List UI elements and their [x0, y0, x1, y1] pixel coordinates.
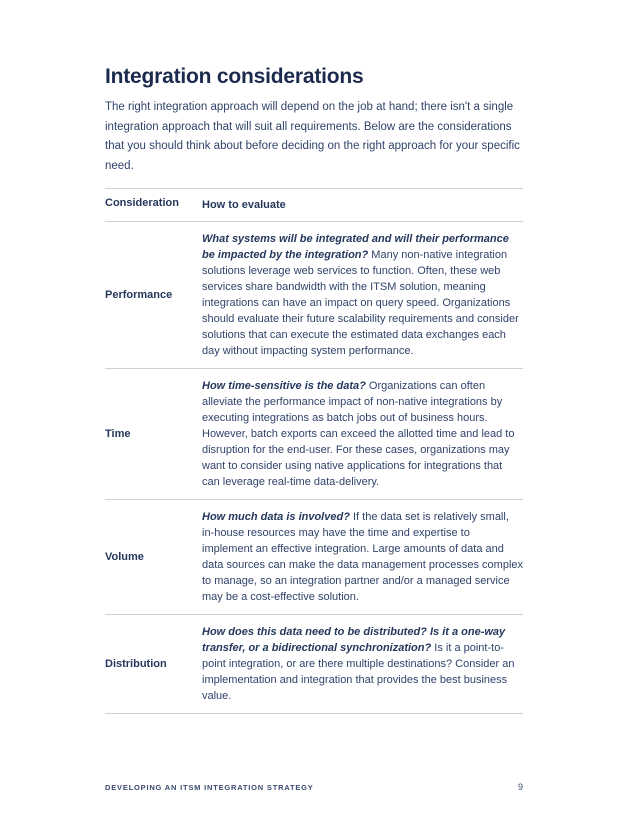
evaluation-cell [202, 624, 523, 704]
consideration-label: Time [105, 428, 131, 440]
evaluation-cell [202, 231, 523, 359]
table-row-time [105, 369, 523, 500]
footer-page-number: 9 [517, 782, 523, 792]
evaluation-body-text: Many non-native integration solutions leverage web services to function. Often, these web services share bandwidth with the ITSM solution, meaning integrations can have an impact on query speed. Organizations should evaluate their future scalability requirements and consider solutions that can execute the estimated data exchanges each day without impacting system performance. [202, 249, 519, 357]
evaluation-lead-question: How time-sensitive is the data? [202, 380, 366, 392]
evaluation-cell [202, 378, 523, 490]
column-header-how-to-evaluate: How to evaluate [202, 199, 286, 211]
consideration-label: Volume [105, 551, 144, 563]
footer-doc-title: DEVELOPING AN ITSM INTEGRATION STRATEGY [105, 783, 314, 792]
consideration-label: Distribution [105, 658, 167, 670]
intro-paragraph: The right integration approach will depend on the job at hand; there isn't a single integration approach that will suit all requirements. Below are the considerations that you should think about before deciding on the right approach for your specific need. [105, 101, 520, 172]
page-title: Integration considerations [105, 65, 364, 88]
evaluation-lead-question: What systems will be integrated and will their performance be impacted by the integration? [202, 233, 509, 261]
evaluation-lead-question: How does this data need to be distributed? Is it a one-way transfer, or a bidirectional synchronization? [202, 626, 506, 654]
table-row-performance [105, 222, 523, 369]
evaluation-cell [202, 509, 523, 605]
consideration-label: Performance [105, 289, 173, 301]
evaluation-body-text: Organizations can often alleviate the performance impact of non-native integrations by executing integrations as batch jobs out of business hours. However, batch exports can exceed the allotted time and lead to disruption for the end-user. For these cases, organizations may want to consider using native applications for integrations that can leverage real-time data-delivery. [202, 380, 515, 488]
table-header-row [105, 189, 523, 222]
evaluation-body-text: Is it a point-to-point integration, or are there multiple destinations? Consider an implementation and integration that provides the best business value. [202, 642, 515, 702]
table-row-distribution [105, 615, 523, 714]
evaluation-body-text: If the data set is relatively small, in-house resources may have the time and expertise to implement an effective integration. Large amounts of data and data sources can make the data management processes complex to manage, so an integration partner and/or a managed service may be a cost-effective solution. [202, 511, 524, 603]
considerations-table [105, 188, 523, 714]
document-page [105, 0, 523, 813]
page-footer [105, 782, 523, 792]
table-row-volume [105, 500, 523, 615]
column-header-consideration: Consideration [105, 197, 179, 209]
evaluation-lead-question: How much data is involved? [202, 511, 350, 523]
